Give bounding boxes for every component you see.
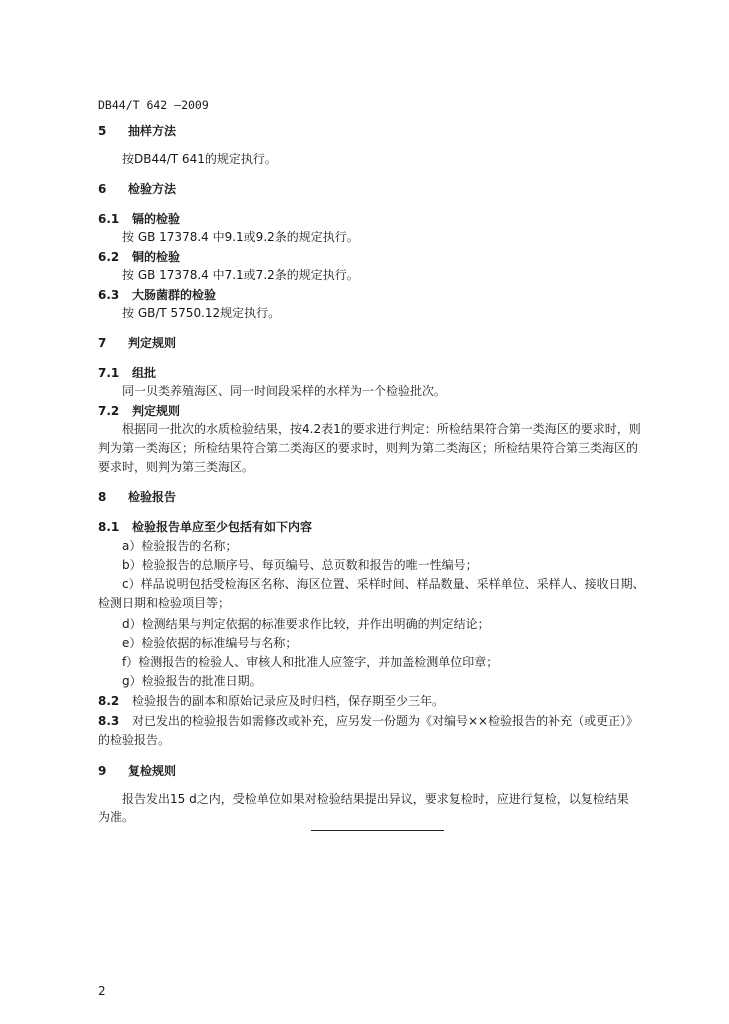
subsection-title: 组批 [132,366,157,380]
subsection-title: 判定规则 [132,404,181,418]
subsection-number: 8.1 [98,520,120,534]
subsection-8-2 [98,694,444,708]
subsection-body: 对已发出的检验报告如需修改或补充，应另发一份题为《对编号××检验报告的补充（或更正）》 [132,714,639,728]
end-rule [311,830,444,831]
section-number: 7 [98,336,107,350]
subsection-7-2-heading [98,404,180,418]
subsection-6-3-heading [98,288,216,302]
subsection-number: 8.3 [98,714,120,728]
list-item: g）检验报告的批准日期。 [122,674,262,688]
subsection-7-2-body-line: 判为第一类海区；所检结果符合第二类海区的要求时，则判为第二类海区；所检结果符合第三类海区的 [98,441,639,455]
subsection-number: 7.2 [98,404,120,418]
subsection-8-1-heading [98,520,312,534]
section-6-heading [98,182,176,196]
subsection-title: 镉的检验 [132,212,181,226]
section-title: 检验报告 [128,490,177,504]
section-5-body: 按DB44/T 641的规定执行。 [122,152,277,166]
subsection-6-2-body: 按 GB 17378.4 中7.1或7.2条的规定执行。 [122,268,359,282]
list-item: f）检测报告的检验人、审核人和批准人应签字，并加盖检测单位印章； [122,655,499,669]
subsection-number: 6.1 [98,212,120,226]
subsection-6-1-body: 按 GB 17378.4 中9.1或9.2条的规定执行。 [122,230,359,244]
subsection-7-1-heading [98,366,156,380]
section-9-heading [98,764,176,778]
page-number: 2 [98,984,106,998]
list-item-continuation: 检测日期和检验项目等； [98,596,231,610]
list-item: b）检验报告的总顺序号、每页编号、总页数和报告的唯一性编号； [122,558,478,572]
list-item: a）检验报告的名称； [122,539,238,553]
section-title: 判定规则 [128,336,177,350]
subsection-number: 6.2 [98,250,120,264]
subsection-body: 检验报告的副本和原始记录应及时归档，保存期至少三年。 [132,694,445,708]
section-8-heading [98,490,176,504]
list-item: c）样品说明包括受检海区名称、海区位置、采样时间、样品数量、采样单位、采样人、接收日期、 [122,577,645,591]
subsection-number: 8.2 [98,694,120,708]
list-item: d）检测结果与判定依据的标准要求作比较，并作出明确的判定结论； [122,617,490,631]
subsection-7-1-body: 同一贝类养殖海区、同一时间段采样的水样为一个检验批次。 [122,384,447,398]
subsection-title: 铜的检验 [132,250,181,264]
section-5-heading [98,124,176,138]
section-number: 5 [98,124,107,138]
subsection-8-3-body-line: 的检验报告。 [98,733,171,747]
subsection-7-2-body-line: 要求时，则判为第三类海区。 [98,460,255,474]
section-7-heading [98,336,176,350]
subsection-title: 大肠菌群的检验 [132,288,217,302]
subsection-8-3 [98,714,638,728]
section-number: 9 [98,764,107,778]
subsection-7-2-body-line: 根据同一批次的水质检验结果，按4.2表1的要求进行判定：所检结果符合第一类海区的要求时，则 [122,422,641,436]
subsection-title: 检验报告单应至少包括有如下内容 [132,520,313,534]
standard-code-header: DB44/T 642 —2009 [98,98,209,112]
subsection-6-3-body: 按 GB/T 5750.12规定执行。 [122,306,281,320]
section-number: 8 [98,490,107,504]
section-number: 6 [98,182,107,196]
subsection-number: 6.3 [98,288,120,302]
section-title: 复检规则 [128,764,177,778]
list-item: e）检验依据的标准编号与名称； [122,636,298,650]
section-9-body-line: 为准。 [98,810,135,824]
section-title: 抽样方法 [128,124,177,138]
section-9-body-line: 报告发出15 d之内，受检单位如果对检验结果提出异议，要求复检时，应进行复检，以复检结果 [122,792,629,806]
subsection-number: 7.1 [98,366,120,380]
subsection-6-2-heading [98,250,180,264]
section-title: 检验方法 [128,182,177,196]
subsection-6-1-heading [98,212,180,226]
